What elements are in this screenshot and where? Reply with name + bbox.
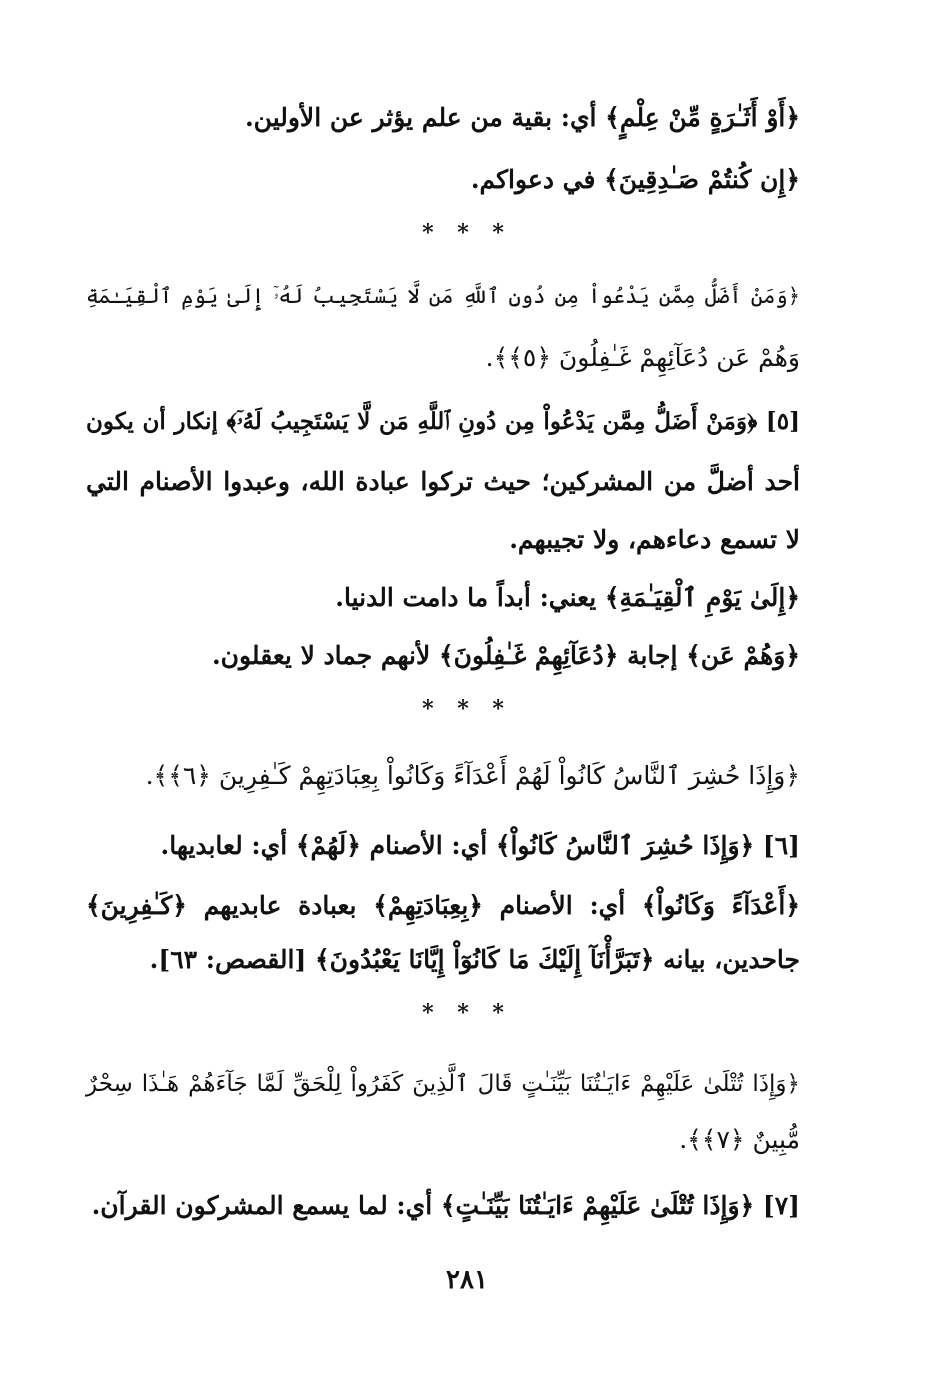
verse-line-1: ﴿وَمَنْ أَضَلُّ مِمَّن يَدْعُواْ مِن دُونِ ٱللَّهِ مَن لَّا يَسْتَجِيبُ لَهُۥٓ إِلَىٰ يَوْمِ ٱلْقِيَـٰمَةِ <box>86 284 800 308</box>
commentary-line-6: [٦] ﴿وَإِذَا حُشِرَ ٱلنَّاسُ كَانُواْ﴾ أي: الأصنام ﴿لَهُمْ﴾ أي: لعابديها. <box>160 831 800 860</box>
verse-line-5: مُّبِينٌ ﴿٧﴾﴾. <box>679 1125 800 1154</box>
commentary-line-5: ﴿وَهُمْ عَن﴾ إجابة ﴿دُعَآئِهِمْ غَـٰفِلُونَ﴾ لأنهم جماد لا يعقلون. <box>211 641 800 670</box>
verse-line-2: وَهُمْ عَن دُعَآئِهِمْ غَـٰفِلُونَ ﴿٥﴾﴾. <box>485 343 800 372</box>
section-separator-2: * * * <box>422 696 512 722</box>
text-line-2: ﴿إِن كُنتُمْ صَـٰدِقِينَ﴾ في دعواكم. <box>470 165 800 194</box>
commentary-line-9: [٧] ﴿وَإِذَا تُتْلَىٰ عَلَيْهِمْ ءَايَـٰتُنَا بَيِّنَـٰتٍ﴾ أي: لما يسمع المشركون القرآن. <box>91 1191 800 1220</box>
commentary-line-2: أحد أضلَّ من المشركين؛ حيث تركوا عبادة الله، وعبدوا الأصنام التي <box>86 467 800 496</box>
verse-line-4: ﴿وَإِذَا تُتْلَىٰ عَلَيْهِمْ ءَايَـٰتُنَا بَيِّنَـٰتٍ قَالَ ٱلَّذِينَ كَفَرُواْ لِلْحَقِّ لَمَّا جَآءَهُمْ هَـٰذَا سِحْرٌ <box>86 1071 800 1097</box>
commentary-line-4: ﴿إِلَىٰ يَوْمِ ٱلْقِيَـٰمَةِ﴾ يعني: أبداً ما دامت الدنيا. <box>335 583 800 612</box>
section-separator-1: * * * <box>422 220 512 246</box>
section-separator-3: * * * <box>422 1000 512 1026</box>
verse-line-3: ﴿وَإِذَا حُشِرَ ٱلنَّاسُ كَانُواْ لَهُمْ أَعْدَآءً وَكَانُواْ بِعِبَادَتِهِمْ كَـٰفِرِينَ ﴿٦﴾﴾. <box>145 761 800 790</box>
commentary-line-3: لا تسمع دعاءهم، ولا تجيبهم. <box>509 525 800 554</box>
commentary-line-7: ﴿أَعْدَآءً وَكَانُواْ﴾ أي: الأصنام ﴿بِعِبَادَتِهِمْ﴾ بعبادة عابديهم ﴿كَـٰفِرِينَ﴾ <box>86 891 800 920</box>
commentary-line-1: [٥] ﴿وَمَنْ أَضَلُّ مِمَّن يَدْعُواْ مِن دُونِ ٱللَّهِ مَن لَّا يَسْتَجِيبُ لَهُۥٓ﴾ إنكار أن يكون <box>86 408 800 435</box>
text-line-1: ﴿أَوْ أَثَـٰرَةٍ مِّنْ عِلْمٍ﴾ أي: بقية من علم يؤثر عن الأولين. <box>244 103 800 132</box>
page-number: ٢٨١ <box>446 1265 488 1295</box>
commentary-line-8: جاحدين، بيانه ﴿تَبَرَّأْنَآ إِلَيْكَ مَا كَانُوٓاْ إِيَّانَا يَعْبُدُونَ﴾ [القصص: ٦٣]. <box>149 945 800 974</box>
